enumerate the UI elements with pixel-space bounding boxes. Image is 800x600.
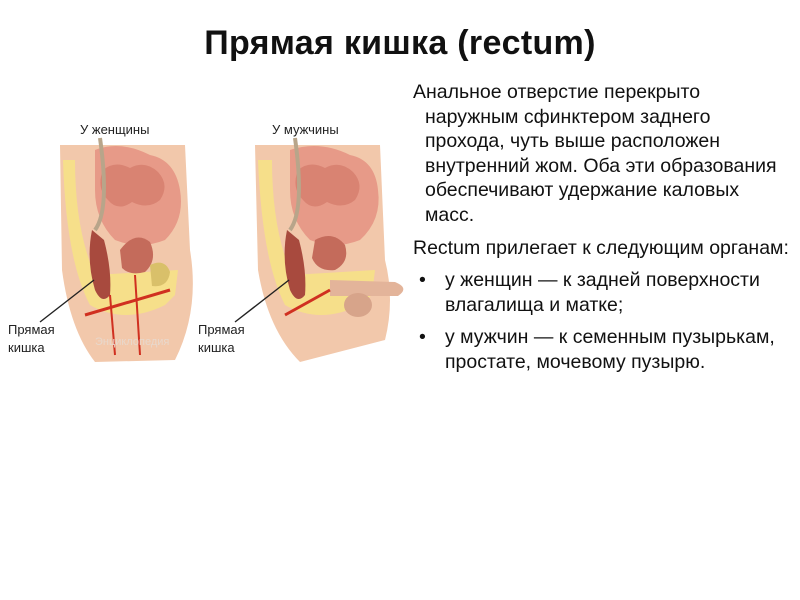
male-pelvis-drawing <box>235 138 403 362</box>
paragraph-neighbors: Rectum прилегает к следующим органам: <box>413 236 789 259</box>
bullet-icon: • <box>419 326 426 349</box>
female-pelvis-drawing <box>40 138 193 362</box>
callout-rectum-male-1: Прямая <box>198 322 245 337</box>
callout-rectum-female-1: Прямая <box>8 322 55 337</box>
bullet-icon: • <box>419 269 426 292</box>
list-item <box>413 268 793 317</box>
label-female: У женщины <box>80 122 150 137</box>
callout-rectum-male-2: кишка <box>198 340 235 355</box>
anatomy-illustration <box>0 100 410 400</box>
watermark: Энциклопедия <box>95 336 170 348</box>
paragraph-sphincter: Анальное отверстие перекрыто наружным сфинктером заднего прохода, чуть выше расположен внутренний жом. Оба эти образования обеспечивают удержание каловых масс. <box>413 81 777 226</box>
list-item-text: у мужчин — к семенным пузырькам, простате, мочевому пузырю. <box>445 326 775 373</box>
list-item-text: у женщин — к задней поверхности влагалища и матке; <box>445 269 760 316</box>
label-male: У мужчины <box>272 122 339 137</box>
neighbor-organs-list <box>413 268 793 374</box>
callout-rectum-female-2: кишка <box>8 340 45 355</box>
list-item <box>413 325 793 374</box>
anatomy-svg <box>0 100 410 400</box>
slide-title: Прямая кишка (rectum) <box>204 24 596 62</box>
description-text <box>413 80 793 383</box>
